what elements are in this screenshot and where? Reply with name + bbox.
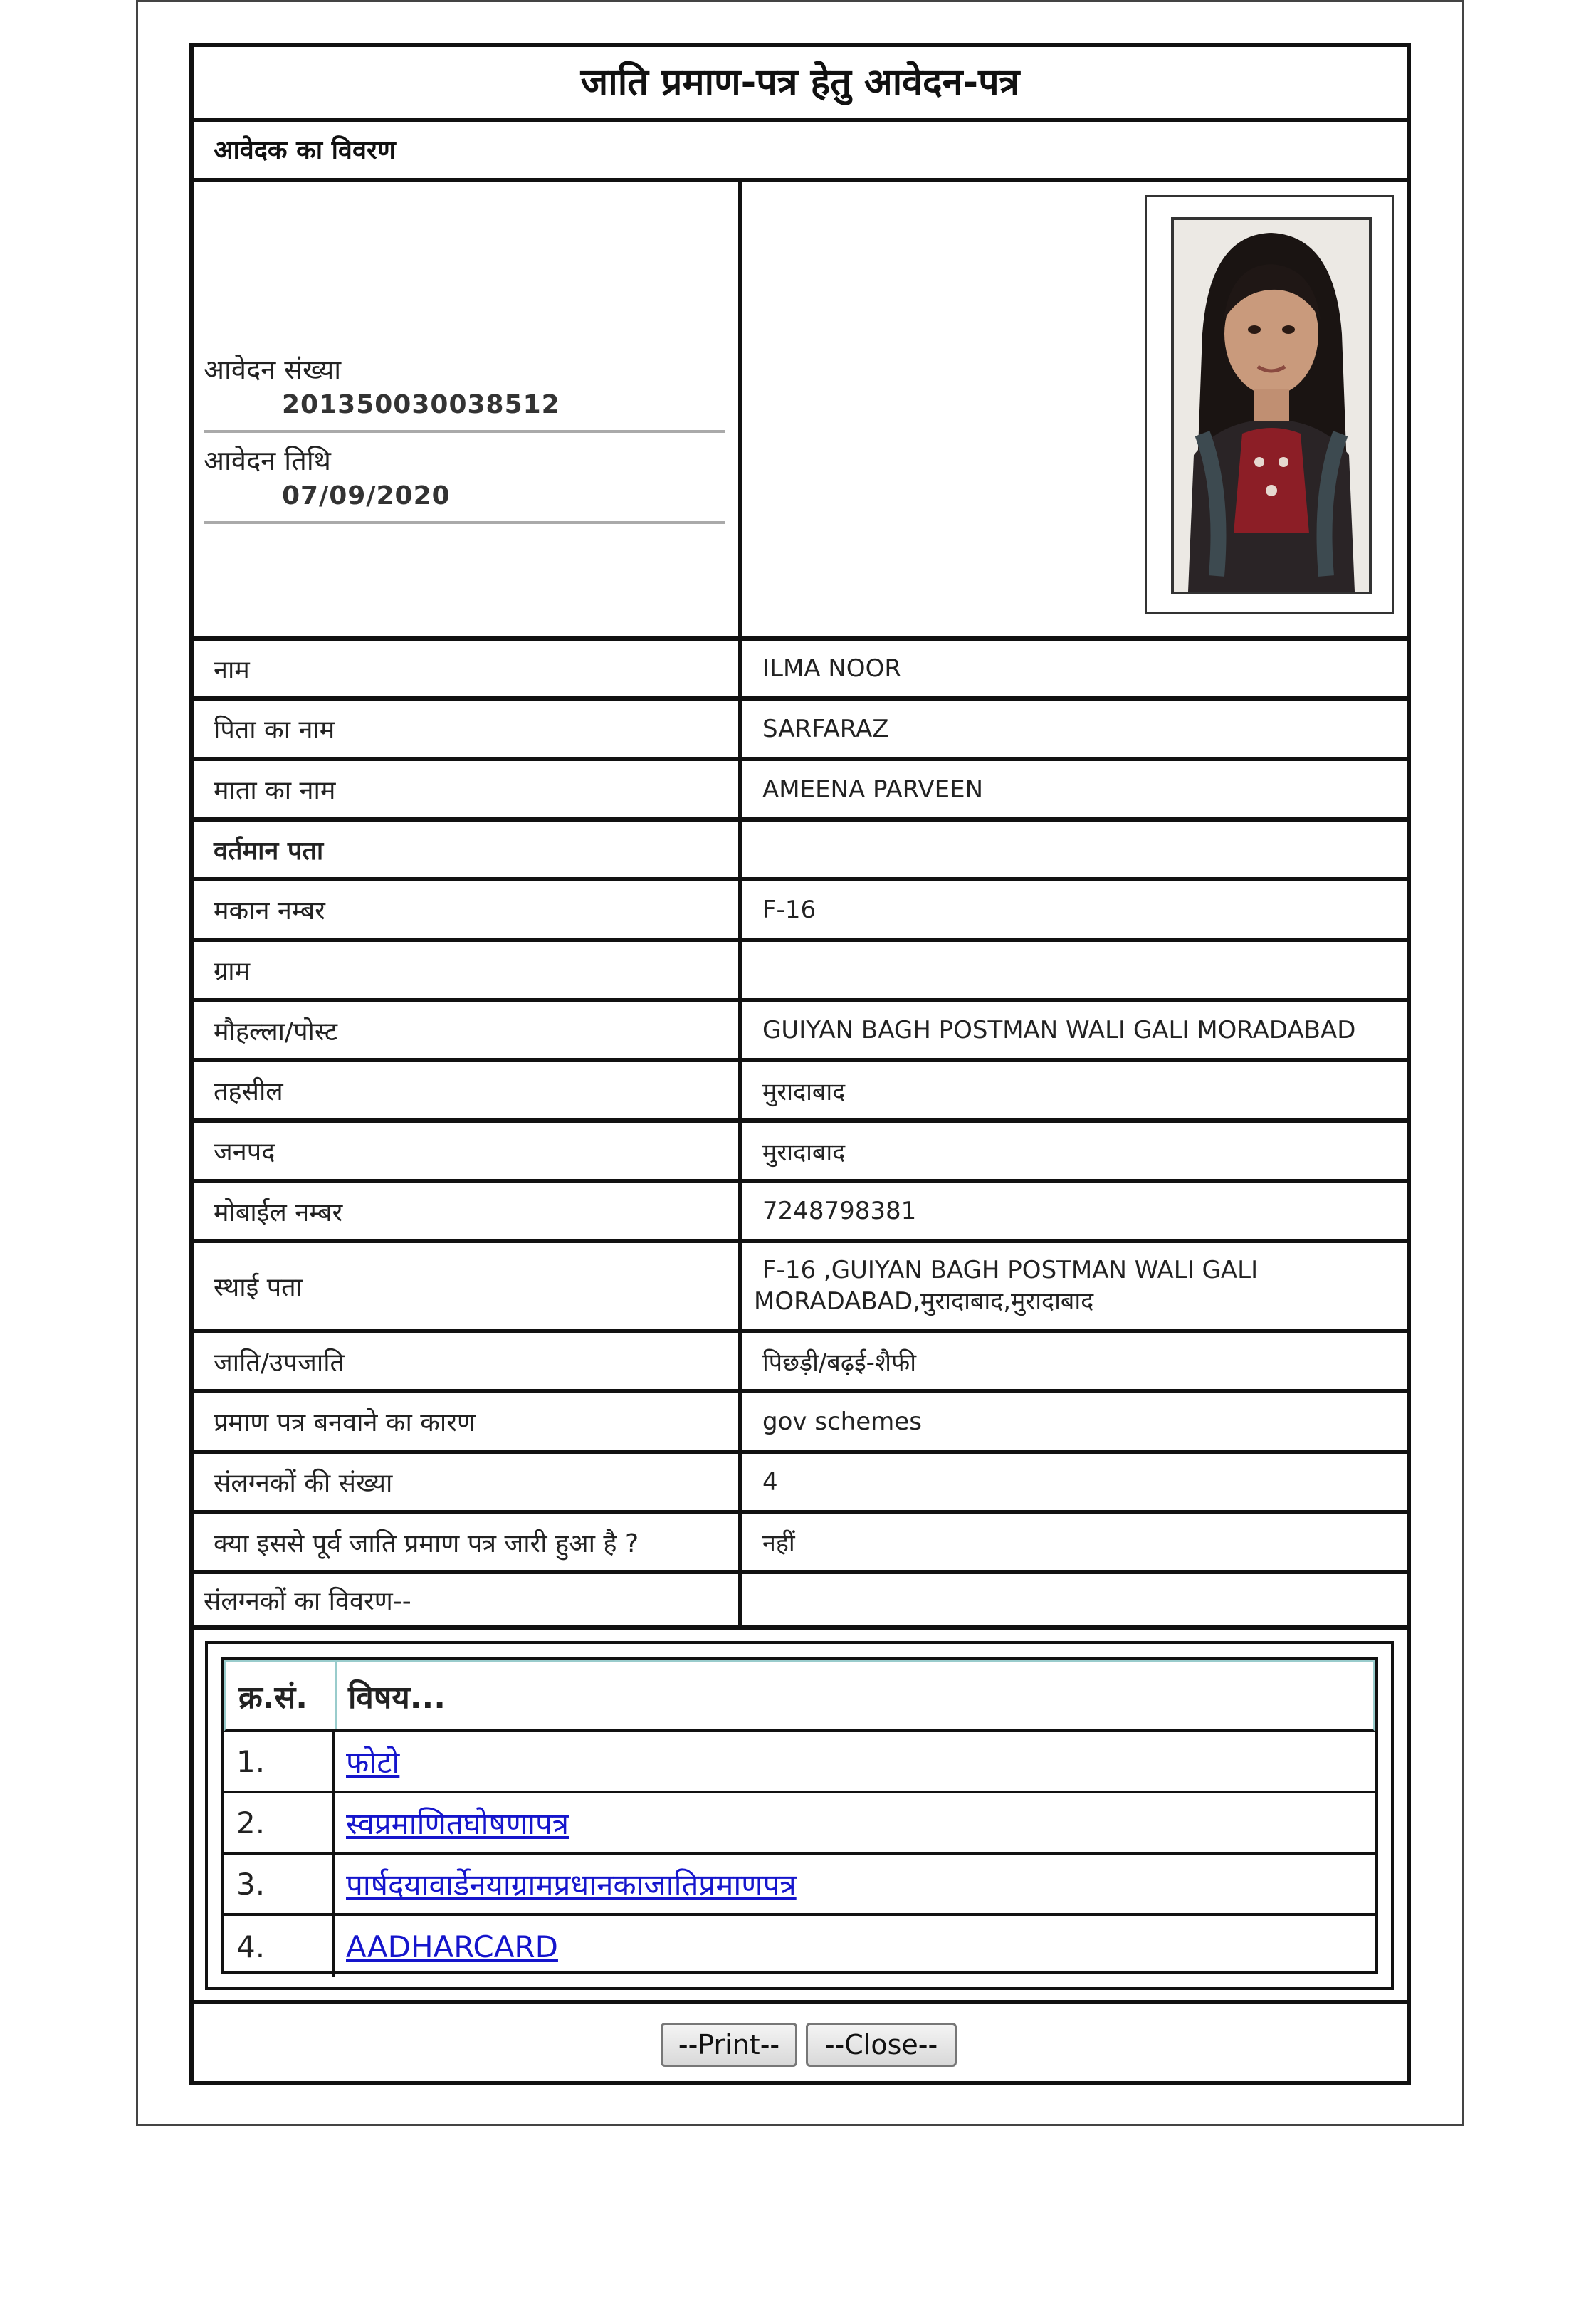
field-row-district [194,1123,1407,1183]
attachment-link-photo[interactable]: फोटो [346,1744,400,1780]
field-value: मुरादाबाद [762,1138,846,1167]
field-row-house-number [194,881,1407,942]
attachment-serial: 3. [224,1855,335,1913]
attachment-link-aadhar[interactable]: AADHARCARD [346,1929,558,1964]
section-title: आवेदक का विवरण [194,122,1407,182]
field-label: मौहल्ला/पोस्ट [194,1002,742,1058]
field-row-attachment-details [194,1574,1407,1630]
attachment-serial: 2. [224,1793,335,1852]
field-label: ग्राम [194,942,742,998]
col-header-serial: क्र.सं. [226,1662,337,1729]
action-bar [194,2004,1407,2081]
field-label: माता का नाम [194,761,742,817]
form-title: जाति प्रमाण-पत्र हेतु आवेदन-पत्र [194,47,1407,122]
field-row-reason [194,1393,1407,1454]
field-label: पिता का नाम [194,701,742,757]
field-row-village [194,942,1407,1002]
attachment-link-self-declaration[interactable]: स्वप्रमाणितघोषणापत्र [346,1806,569,1841]
attachments-table [221,1657,1378,1974]
photo-cell [742,182,1407,636]
field-row-permanent-address [194,1243,1407,1333]
field-label: स्थाई पता [194,1243,742,1329]
attachments-box [205,1641,1394,1990]
field-value [742,1243,1407,1329]
divider [204,521,725,524]
divider [204,430,725,433]
application-number-label: आवेदन संख्या [204,354,342,385]
application-details [194,182,742,636]
field-value: मुरादाबाद [762,1077,846,1106]
field-value: F-16 [762,895,817,924]
field-label: जनपद [194,1123,742,1179]
field-row-caste [194,1333,1407,1393]
field-row-attachment-count [194,1454,1407,1514]
field-row-locality [194,1002,1407,1062]
permanent-address-line-2: MORADABAD,मुरादाबाद,मुरादाबाद [754,1287,1094,1316]
field-row-mobile [194,1183,1407,1243]
field-value: ILMA NOOR [762,654,901,683]
application-date-label: आवेदन तिथि [204,445,331,476]
field-value [742,1574,1407,1625]
field-label: जाति/उपजाति [194,1333,742,1389]
field-value: नहीं [762,1529,795,1558]
attachments-header [224,1660,1375,1732]
field-label: संलग्नकों का विवरण-- [194,1574,742,1625]
field-value: 7248798381 [762,1197,917,1225]
field-label: तहसील [194,1062,742,1118]
attachment-link-caste-certificate[interactable]: पार्षदयावार्डेनयाग्रामप्रधानकाजातिप्रमाणपत्र [346,1867,797,1902]
field-value [742,942,1407,998]
field-row-father-name [194,701,1407,761]
field-value: 4 [762,1467,778,1497]
table-row [224,1916,1375,1977]
field-value: AMEENA PARVEEN [762,775,984,804]
field-value [742,822,1407,877]
photo-frame [1145,195,1394,614]
field-value: gov schemes [762,1407,922,1436]
table-row [224,1793,1375,1855]
field-label: संलग्नकों की संख्या [194,1454,742,1510]
field-row-name [194,641,1407,701]
attachment-serial: 4. [224,1916,335,1977]
permanent-address-line-1: F-16 ,GUIYAN BAGH POSTMAN WALI GALI [762,1256,1259,1284]
field-row-current-address [194,822,1407,881]
person-silhouette-icon [1174,220,1369,592]
application-date: 07/09/2020 [282,481,451,510]
field-row-mother-name [194,761,1407,822]
close-button[interactable]: --Close-- [806,2023,957,2067]
field-value: पिछड़ी/बढ़ई-शैफी [762,1348,917,1377]
field-label: मकान नम्बर [194,881,742,938]
col-header-subject: विषय... [348,1679,446,1716]
table-row [224,1732,1375,1793]
attachments-section [194,1630,1407,2004]
application-number: 201350030038512 [282,390,560,419]
field-value: GUIYAN BAGH POSTMAN WALI GALI MORADABAD [762,1016,1356,1044]
field-row-previous-certificate [194,1514,1407,1574]
field-label: मोबाईल नम्बर [194,1183,742,1239]
field-label: नाम [194,641,742,696]
field-label: क्या इससे पूर्व जाति प्रमाण पत्र जारी हुआ है ? [194,1514,742,1570]
print-button[interactable]: --Print-- [661,2023,797,2067]
table-row [224,1855,1375,1916]
field-value: SARFARAZ [762,714,889,743]
application-info-block [194,182,1407,641]
application-form [189,43,1411,2085]
attachment-serial: 1. [224,1732,335,1791]
field-row-tehsil [194,1062,1407,1123]
field-label: प्रमाण पत्र बनवाने का कारण [194,1393,742,1450]
applicant-photo [1171,217,1372,594]
field-label: वर्तमान पता [194,822,742,877]
